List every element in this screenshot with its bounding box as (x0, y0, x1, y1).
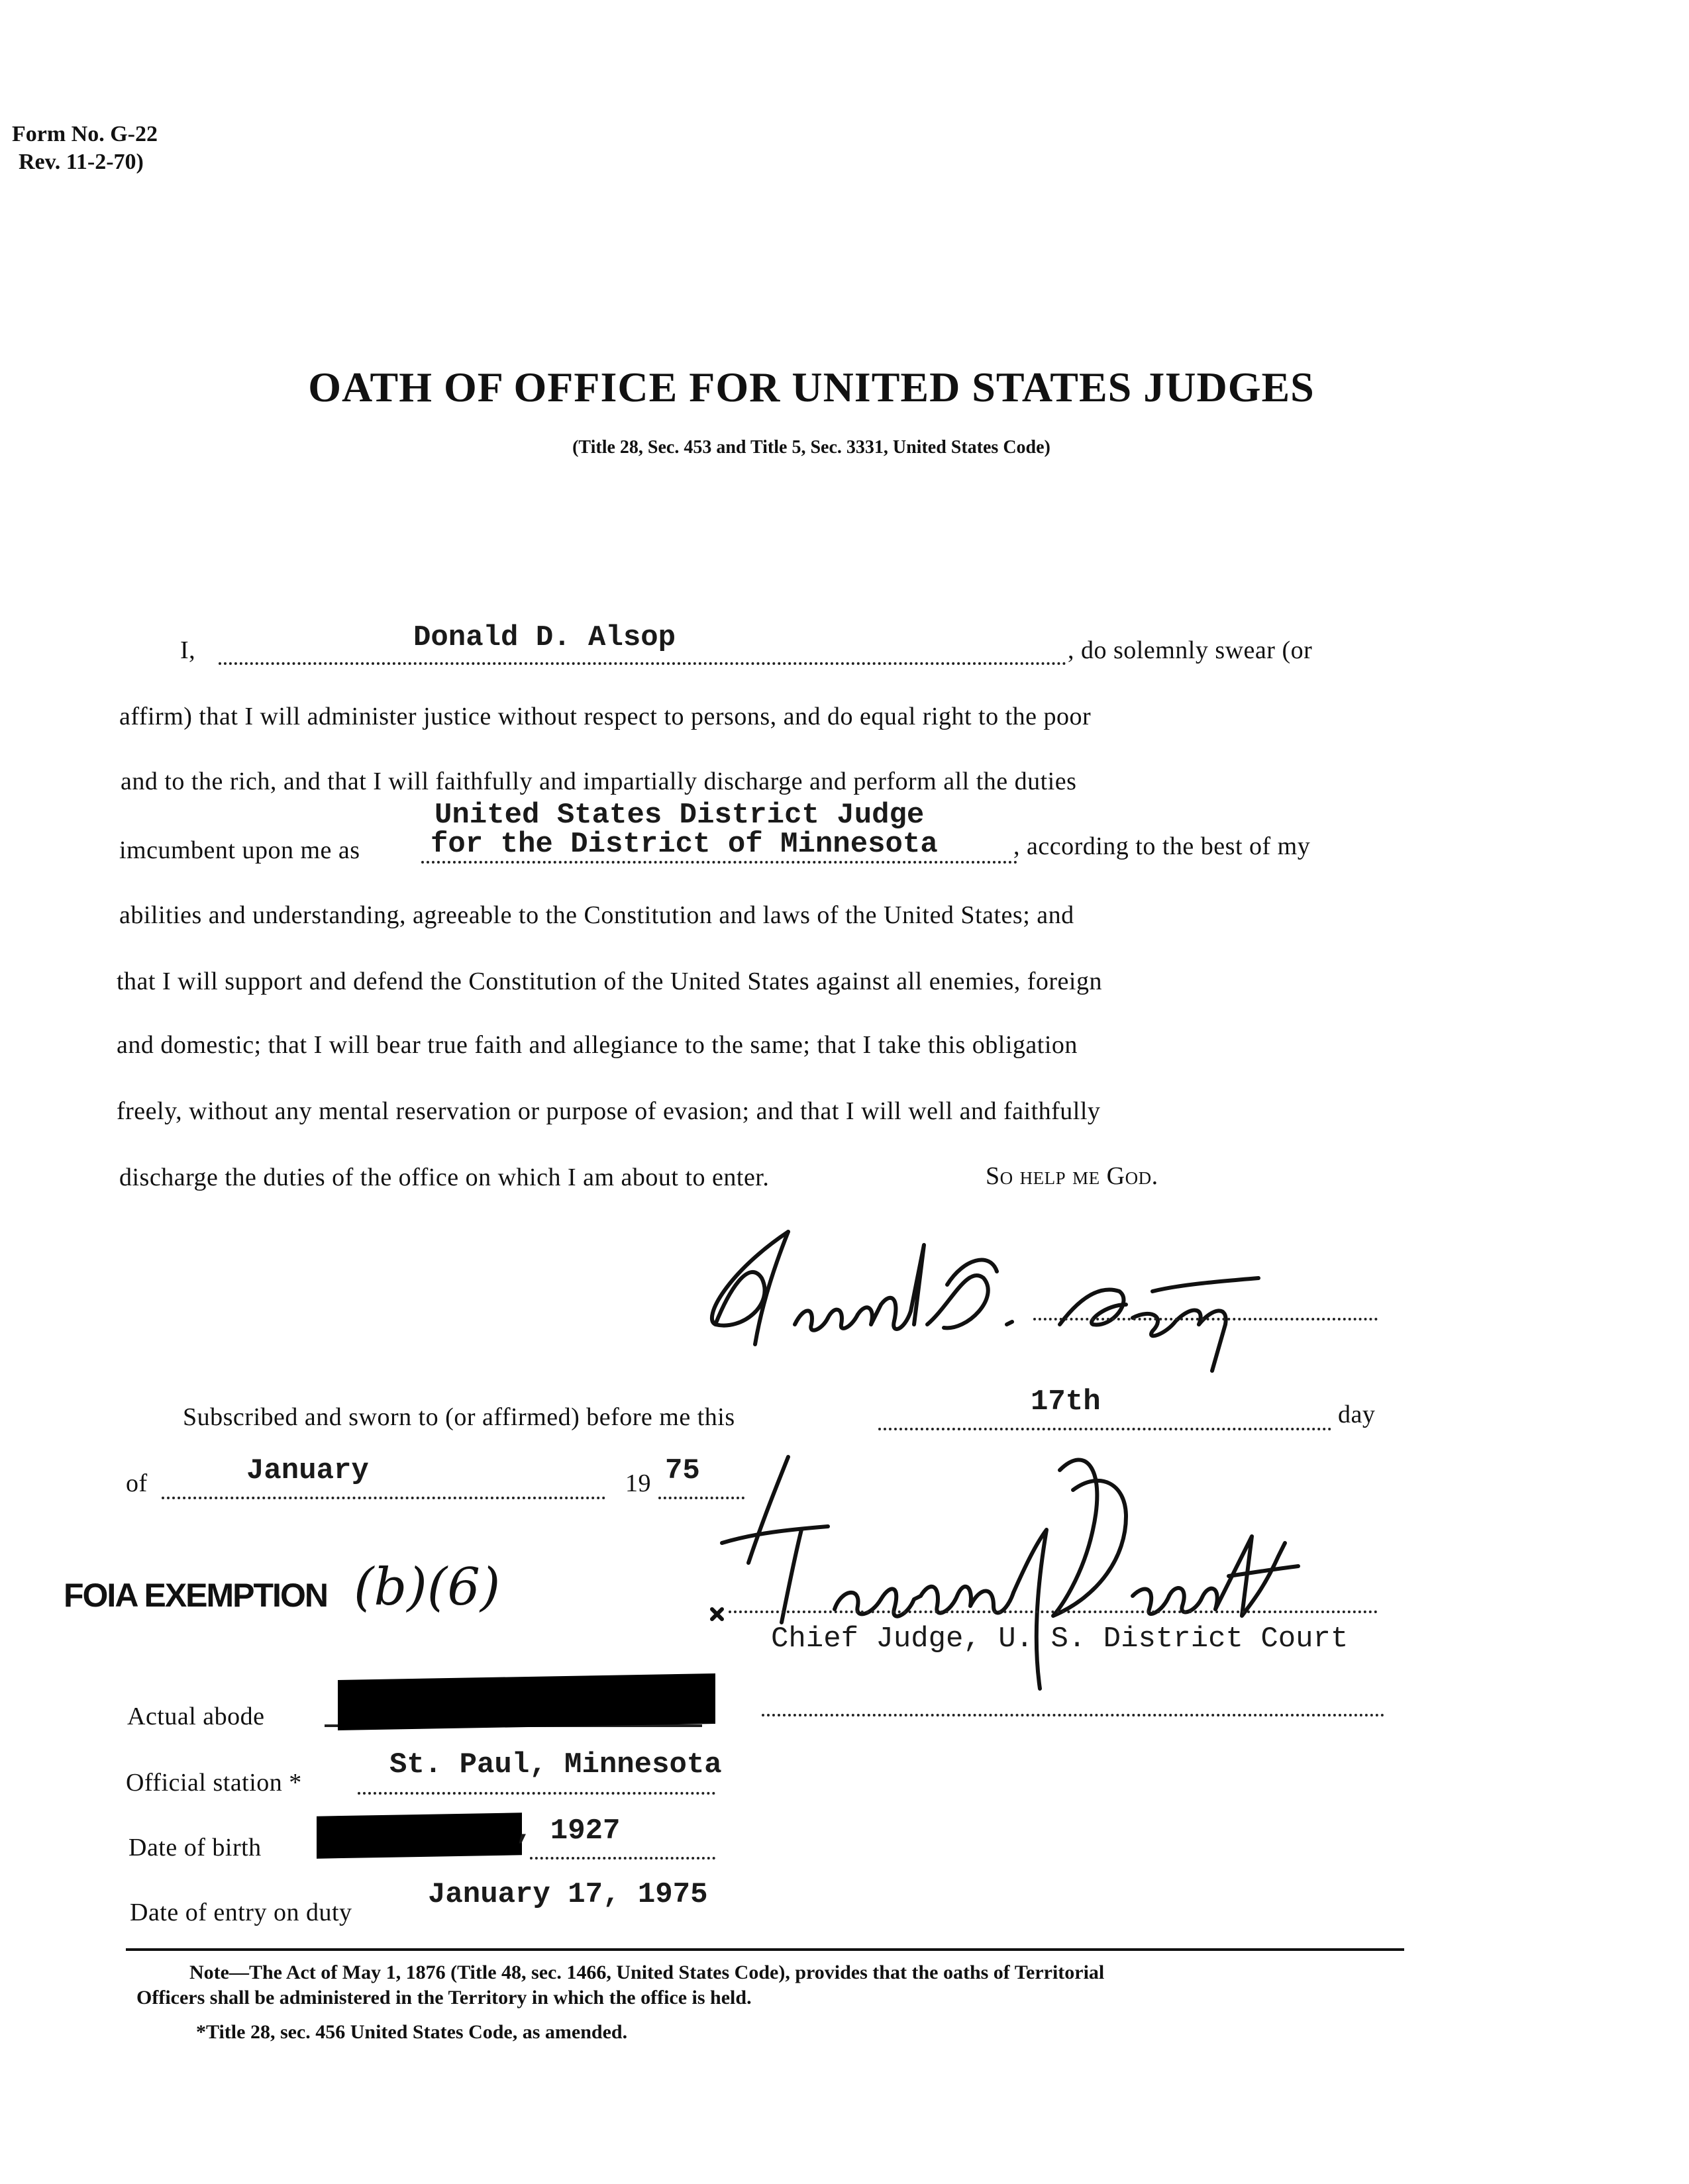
judge-signature-image (689, 1192, 1378, 1377)
oath-closing: So help me God. (986, 1162, 1158, 1190)
abode-label: Actual abode (127, 1703, 265, 1730)
chief-signature-line (729, 1611, 1378, 1613)
name-dotted-line (219, 662, 1066, 665)
sworn-month: January (246, 1454, 369, 1487)
station-label: Official station * (126, 1769, 302, 1797)
abode-redaction (338, 1673, 715, 1730)
sworn-day-line (878, 1428, 1331, 1430)
oath-line-7: and domestic; that I will bear true faith and allegiance to the same; that I take this obligation (117, 1031, 1078, 1059)
form-number: Form No. G-22 (12, 122, 158, 146)
oath-lead: I, (180, 636, 196, 664)
oath-line-8: freely, without any mental reservation or purpose of evasion; and that I will well and faithfully (117, 1097, 1101, 1125)
office-dotted-line (421, 861, 1017, 864)
entry-label: Date of entry on duty (130, 1899, 352, 1926)
notes-divider (126, 1948, 1404, 1951)
oath-line-9: discharge the duties of the office on which I am about to enter. (119, 1164, 770, 1191)
sworn-day-word: day (1338, 1401, 1376, 1428)
foia-exemption-label: FOIA EXEMPTION (64, 1577, 327, 1614)
oath-line-4-lead: imcumbent upon me as (119, 836, 360, 864)
sworn-year-prefix: 19 (625, 1469, 651, 1497)
oath-line-4-tail: , according to the best of my (1013, 832, 1311, 860)
chief-judge-title: Chief Judge, U. S. District Court (771, 1622, 1349, 1656)
document-title: OATH OF OFFICE FOR UNITED STATES JUDGES (308, 364, 1315, 411)
typed-office-line-1: United States District Judge (435, 799, 925, 832)
judge-signature-line (1033, 1318, 1378, 1320)
typed-judge-name: Donald D. Alsop (413, 621, 676, 654)
form-revision: Rev. 11-2-70) (19, 150, 144, 174)
dob-redaction (317, 1812, 522, 1858)
oath-after-name: , do solemnly swear (or (1068, 636, 1313, 664)
foia-exemption-handwritten: (b)(6) (354, 1558, 501, 1617)
station-value: St. Paul, Minnesota (389, 1748, 722, 1781)
oath-line-2: affirm) that I will administer justice without respect to persons, and do equal right to the poor (119, 703, 1092, 730)
station-line (358, 1792, 715, 1795)
form-number-block (12, 121, 158, 176)
sworn-month-line (162, 1497, 605, 1499)
sworn-lead: Subscribed and sworn to (or affirmed) before me this (183, 1403, 735, 1431)
sworn-of-word: of (126, 1469, 148, 1497)
abode-right-line (762, 1714, 1384, 1716)
chief-judge-signature-image (702, 1444, 1364, 1695)
sworn-day-value: 17th (1031, 1385, 1101, 1418)
entry-value: January 17, 1975 (428, 1878, 708, 1911)
dob-line (530, 1857, 715, 1860)
dob-label: Date of birth (128, 1834, 262, 1861)
sworn-year-suffix: 75 (665, 1454, 700, 1487)
oath-line-6: that I will support and defend the Constitution of the United States against all enemies, foreign (117, 968, 1102, 995)
note-line-1: Note—The Act of May 1, 1876 (Title 48, sec. 1466, United States Code), provides that the oaths of Territorial (189, 1961, 1105, 1983)
note-line-2: Officers shall be administered in the Territory in which the office is held. (136, 1987, 752, 2009)
oath-line-5: abilities and understanding, agreeable to the Constitution and laws of the United States; and (119, 901, 1074, 929)
dob-year: , 1927 (515, 1814, 621, 1848)
typed-office-line-2: for the District of Minnesota (431, 828, 938, 861)
document-subtitle: (Title 28, Sec. 453 and Title 5, Sec. 3331, United States Code) (572, 437, 1050, 458)
oath-line-3: and to the rich, and that I will faithfully and impartially discharge and perform all the duties (121, 768, 1077, 795)
footnote: *Title 28, sec. 456 United States Code, as amended. (196, 2021, 628, 2043)
